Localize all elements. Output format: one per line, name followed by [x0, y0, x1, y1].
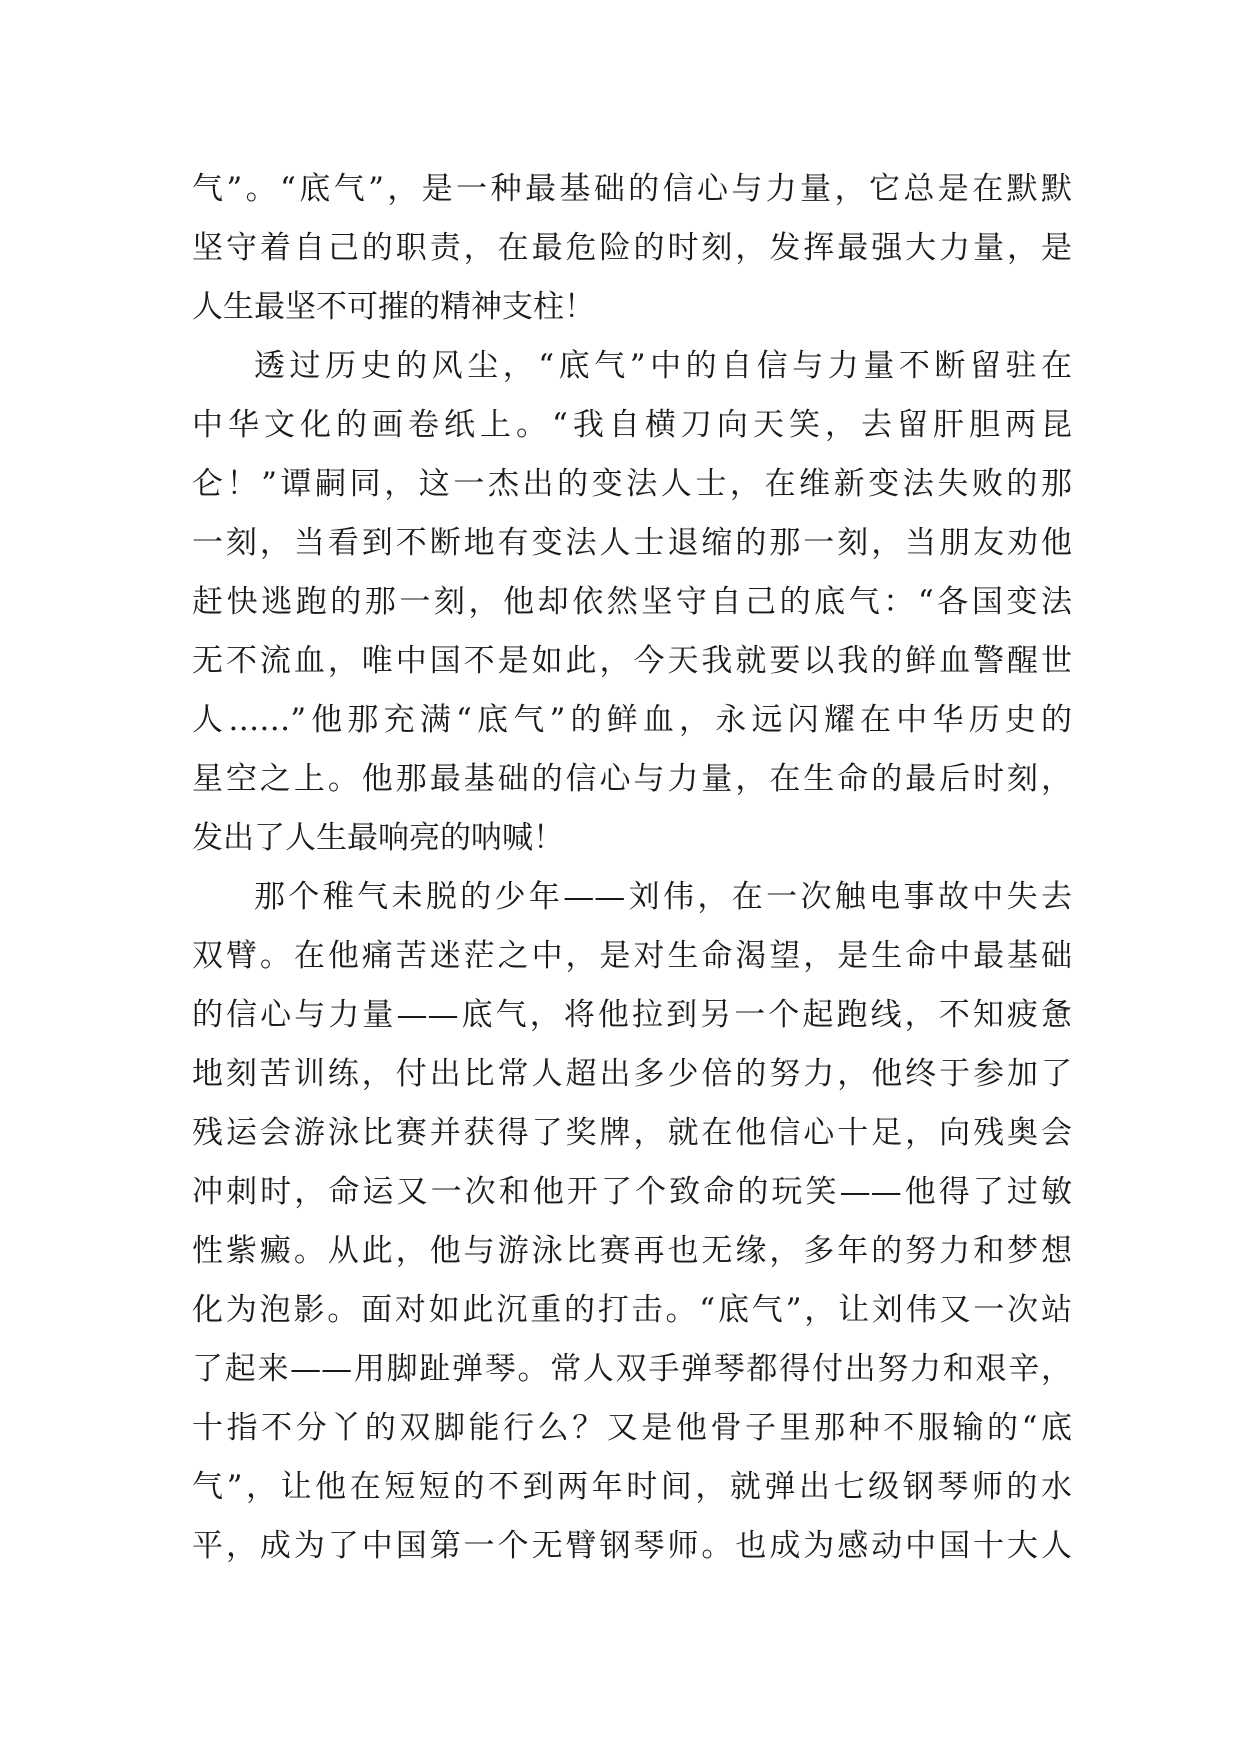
text-line: 了起来——用脚趾弹琴。常人双手弹琴都得付出努力和艰辛，: [192, 1351, 1072, 1387]
text-line: 的信心与力量——底气，将他拉到另一个起跑线，不知疲惫: [192, 997, 1072, 1033]
text-line: 气”。“底气”，是一种最基础的信心与力量，它总是在默默: [192, 171, 1072, 207]
text-line: 赶快逃跑的那一刻，他却依然坚守自己的底气：“各国变法: [192, 584, 1072, 620]
text-line: 人……”他那充满“底气”的鲜血，永远闪耀在中华历史的: [192, 702, 1072, 738]
text-line: 那个稚气未脱的少年——刘伟，在一次触电事故中失去: [254, 879, 1072, 915]
text-line: 性紫癜。从此，他与游泳比赛再也无缘，多年的努力和梦想: [192, 1233, 1072, 1269]
body-text: [192, 160, 1072, 1576]
text-line: 透过历史的风尘，“底气”中的自信与力量不断留驻在: [254, 348, 1072, 384]
text-line: 残运会游泳比赛并获得了奖牌，就在他信心十足，向残奥会: [192, 1115, 1072, 1151]
text-line: 发出了人生最响亮的呐喊！: [192, 820, 564, 856]
text-line: 冲刺时，命运又一次和他开了个致命的玩笑——他得了过敏: [192, 1174, 1072, 1210]
text-line: 双臂。在他痛苦迷茫之中，是对生命渴望，是生命中最基础: [192, 938, 1072, 974]
text-line: 人生最坚不可摧的精神支柱！: [192, 289, 595, 325]
text-line: 坚守着自己的职责，在最危险的时刻，发挥最强大力量，是: [192, 230, 1072, 266]
text-line: 一刻，当看到不断地有变法人士退缩的那一刻，当朋友劝他: [192, 525, 1072, 561]
text-line: 地刻苦训练，付出比常人超出多少倍的努力，他终于参加了: [192, 1056, 1072, 1092]
text-line: 十指不分丫的双脚能行么？又是他骨子里那种不服输的“底: [192, 1410, 1072, 1446]
text-line: 中华文化的画卷纸上。“我自横刀向天笑，去留肝胆两昆: [192, 407, 1072, 443]
text-line: 平，成为了中国第一个无臂钢琴师。也成为感动中国十大人: [192, 1528, 1072, 1564]
text-line: 气”，让他在短短的不到两年时间，就弹出七级钢琴师的水: [192, 1469, 1072, 1505]
text-line: 无不流血，唯中国不是如此，今天我就要以我的鲜血警醒世: [192, 643, 1072, 679]
text-line: 化为泡影。面对如此沉重的打击。“底气”，让刘伟又一次站: [192, 1292, 1072, 1328]
text-line: 仑！”谭嗣同，这一杰出的变法人士，在维新变法失败的那: [192, 466, 1072, 502]
text-line: 星空之上。他那最基础的信心与力量，在生命的最后时刻，: [192, 761, 1072, 797]
